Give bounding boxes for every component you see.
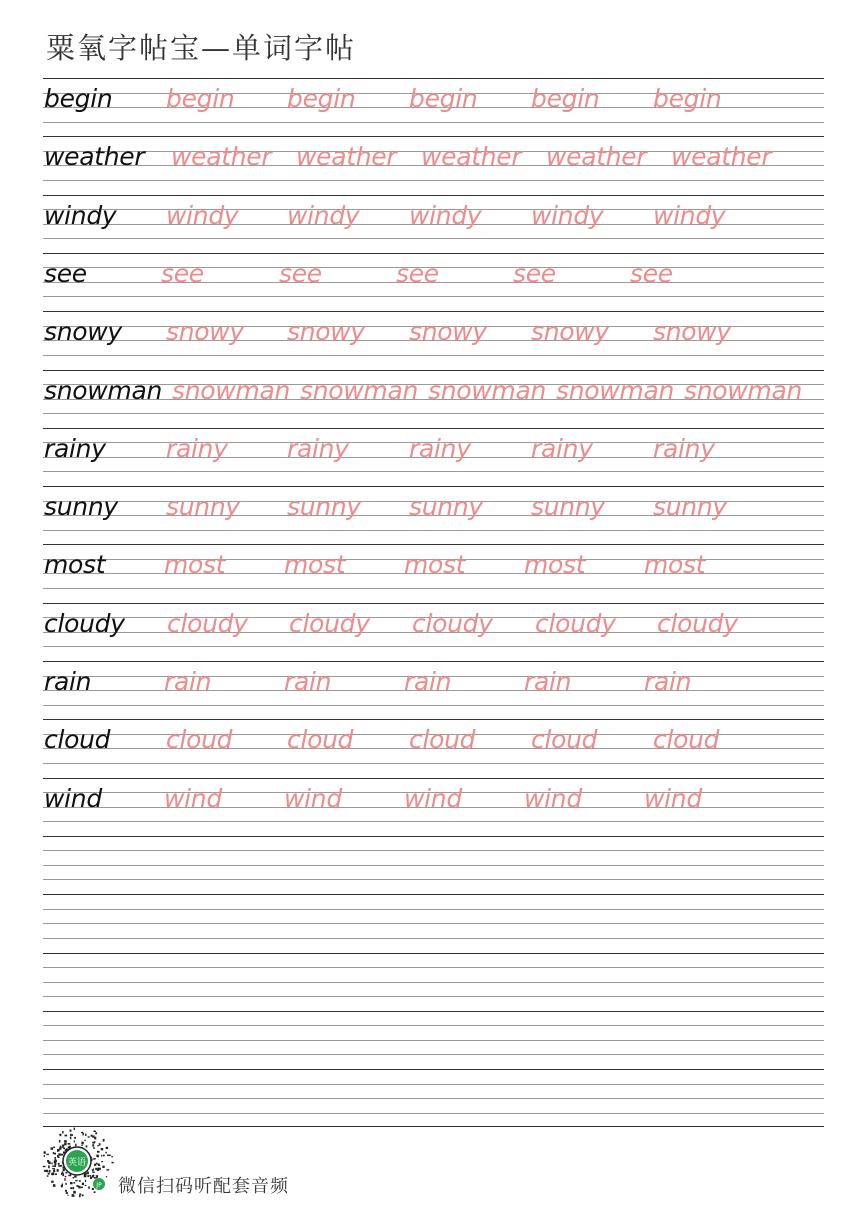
qr-dot [51, 1173, 53, 1174]
trace-word: wind [644, 783, 702, 813]
qr-dot [53, 1147, 55, 1148]
qr-dot [58, 1153, 61, 1155]
qr-dot [54, 1163, 56, 1166]
word-row-cloud [43, 725, 824, 755]
word-row-wind [43, 784, 824, 814]
qr-dot [88, 1186, 90, 1188]
qr-dot [58, 1163, 60, 1165]
qr-dot [74, 1176, 76, 1178]
qr-dot [86, 1146, 88, 1148]
qr-dot [54, 1160, 57, 1162]
qr-dot [66, 1192, 68, 1194]
qr-dot [49, 1170, 51, 1173]
ruling-top-line [43, 603, 824, 604]
trace-word: weather [171, 142, 272, 172]
trace-word: snowy [287, 317, 365, 347]
model-word: wind [44, 783, 102, 813]
trace-word: snowy [531, 317, 609, 347]
qr-dot [106, 1169, 109, 1170]
qr-dot [75, 1144, 76, 1147]
trace-word: rain [644, 667, 692, 696]
ruling-guide-line [43, 865, 824, 866]
qr-dot [70, 1137, 71, 1139]
trace-word: most [284, 550, 346, 580]
qr-dot [61, 1154, 64, 1156]
trace-word: rain [524, 667, 572, 696]
page-title: 粟氧字帖宝—单词字帖 [46, 31, 357, 65]
qr-dot [65, 1176, 67, 1178]
trace-word: rain [284, 667, 332, 696]
qr-dot [43, 1166, 46, 1167]
trace-word: snowman [428, 375, 547, 405]
qr-dot [97, 1168, 99, 1171]
model-word: see [44, 258, 87, 288]
trace-word: windy [409, 200, 482, 230]
qr-dot [53, 1170, 54, 1173]
trace-word: windy [531, 200, 604, 230]
qr-dot [55, 1157, 56, 1160]
word-row-see [43, 259, 824, 289]
trace-word: cloud [531, 725, 598, 755]
word-row-cloudy [43, 609, 824, 639]
ruling-guide-line [43, 355, 824, 356]
trace-word: wind [164, 783, 222, 813]
qr-dot [93, 1169, 94, 1171]
qr-dot [59, 1140, 61, 1143]
footer-caption: 微信扫码听配套音频 [118, 1176, 289, 1197]
ruling-top-line [43, 253, 824, 254]
trace-word: sunny [409, 492, 483, 522]
qr-dot [112, 1162, 114, 1164]
qr-dot [64, 1178, 65, 1181]
qr-dot [74, 1128, 75, 1131]
model-word: rain [44, 667, 92, 696]
trace-word: rainy [166, 433, 228, 463]
qr-dot [81, 1187, 83, 1188]
ruling-guide-line [43, 180, 824, 181]
trace-word: cloudy [412, 608, 493, 638]
ruling-guide-line [43, 967, 824, 968]
qr-dot [73, 1191, 76, 1194]
qr-dot [65, 1183, 66, 1185]
ruling-guide-line [43, 982, 824, 983]
ruling-guide-line [43, 850, 824, 851]
qr-dot [61, 1173, 63, 1174]
ruling-guide-line [43, 1040, 824, 1041]
qr-dot [68, 1143, 71, 1145]
qr-dot [47, 1175, 49, 1177]
word-row-rain [43, 667, 824, 697]
trace-word: rainy [531, 433, 593, 463]
qr-dot [92, 1142, 95, 1144]
ruling-top-line [43, 370, 824, 371]
qr-dot [44, 1155, 45, 1157]
qr-dot [72, 1195, 74, 1197]
model-word: rainy [44, 433, 106, 463]
qr-dot [68, 1147, 70, 1149]
trace-word: cloudy [657, 608, 738, 638]
ruling-guide-line [43, 763, 824, 764]
qr-sub-text: JP [96, 1182, 102, 1189]
trace-word: cloudy [535, 608, 616, 638]
qr-dot [73, 1187, 74, 1189]
trace-word: rainy [287, 433, 349, 463]
word-row-sunny [43, 492, 824, 522]
model-word: cloud [44, 725, 111, 755]
ruling-top-line [43, 836, 824, 837]
ruling-top-line [43, 136, 824, 137]
trace-word: snowy [166, 317, 244, 347]
qr-dot [64, 1140, 67, 1142]
qr-dot [101, 1148, 104, 1150]
ruling-guide-line [43, 705, 824, 706]
trace-word: begin [166, 84, 235, 113]
model-word: most [44, 550, 106, 580]
model-word: snowy [44, 317, 122, 347]
practice-sheet [43, 0, 824, 1227]
qr-dot [63, 1148, 65, 1150]
qr-dot [97, 1145, 98, 1147]
trace-word: windy [166, 200, 239, 230]
word-row-begin [43, 84, 824, 114]
ruling-top-line [43, 719, 824, 720]
trace-word: snowman [300, 375, 419, 405]
word-row-snowman [43, 376, 824, 406]
trace-word: wind [404, 783, 462, 813]
qr-dot [73, 1177, 74, 1179]
qr-dot [62, 1131, 64, 1133]
qr-dot [99, 1143, 101, 1145]
qr-dot [74, 1137, 76, 1139]
trace-word: cloud [409, 725, 476, 755]
trace-word: windy [653, 200, 726, 230]
ruling-guide-line [43, 938, 824, 939]
ruling-top-line [43, 1011, 824, 1012]
qr-dot [94, 1137, 96, 1140]
qr-dot [44, 1170, 47, 1172]
trace-word: weather [296, 142, 397, 172]
trace-word: sunny [531, 492, 605, 522]
qr-dot [92, 1188, 94, 1190]
qr-dot [102, 1166, 104, 1168]
ruling-guide-line [43, 1098, 824, 1099]
ruling-guide-line [43, 821, 824, 822]
qr-dot [103, 1139, 105, 1142]
word-row-rainy [43, 434, 824, 464]
trace-word: windy [287, 200, 360, 230]
qr-dot [85, 1134, 86, 1136]
qr-dot [44, 1151, 46, 1154]
trace-word: rainy [409, 433, 471, 463]
qr-dot [70, 1187, 72, 1189]
qr-code-icon[interactable] [40, 1124, 114, 1198]
qr-dot [62, 1172, 64, 1173]
trace-word: sunny [287, 492, 361, 522]
qr-dot [77, 1185, 78, 1186]
trace-word: begin [531, 84, 600, 113]
trace-word: rainy [653, 433, 715, 463]
qr-dot [92, 1175, 94, 1178]
qr-dot [79, 1180, 81, 1182]
qr-dot [68, 1175, 70, 1177]
qr-dot [70, 1134, 71, 1137]
qr-dot [94, 1191, 96, 1193]
ruling-top-line [43, 195, 824, 196]
qr-dot [62, 1144, 65, 1145]
trace-word: cloud [166, 725, 233, 755]
ruling-guide-line [43, 122, 824, 123]
qr-dot [101, 1155, 102, 1157]
trace-word: begin [409, 84, 478, 113]
trace-word: see [630, 258, 673, 288]
qr-dot [106, 1176, 107, 1177]
ruling-top-line [43, 486, 824, 487]
qr-dot [87, 1172, 89, 1175]
qr-dot [54, 1153, 56, 1155]
qr-dot [60, 1146, 62, 1149]
qr-dot [85, 1180, 86, 1182]
trace-word: snowman [556, 375, 675, 405]
trace-word: most [644, 550, 706, 580]
model-word: windy [44, 200, 117, 230]
ruling-guide-line [43, 238, 824, 239]
qr-dot [81, 1142, 83, 1145]
trace-word: snowy [653, 317, 731, 347]
ruling-top-line [43, 428, 824, 429]
ruling-guide-line [43, 1054, 824, 1055]
qr-dot [105, 1152, 106, 1154]
qr-dot [55, 1173, 57, 1175]
ruling-top-line [43, 661, 824, 662]
ruling-guide-line [43, 1025, 824, 1026]
ruling-guide-line [43, 996, 824, 997]
ruling-guide-line [43, 646, 824, 647]
trace-word: wind [284, 783, 342, 813]
trace-word: most [524, 550, 586, 580]
ruling-guide-line [43, 923, 824, 924]
qr-dot [74, 1141, 75, 1143]
trace-word: begin [653, 84, 722, 113]
trace-word: snowy [409, 317, 487, 347]
qr-dot [101, 1161, 103, 1162]
qr-dot [79, 1195, 81, 1197]
ruling-top-line [43, 78, 824, 79]
qr-dot [93, 1147, 95, 1149]
qr-dot [47, 1160, 49, 1162]
qr-dot [51, 1163, 52, 1165]
qr-dot [82, 1183, 84, 1185]
ruling-guide-line [43, 909, 824, 910]
ruling-guide-line [43, 471, 824, 472]
qr-dot [82, 1133, 84, 1135]
qr-dot [70, 1182, 73, 1184]
qr-dot [85, 1185, 87, 1186]
qr-dot [57, 1169, 59, 1172]
qr-dot [58, 1156, 60, 1158]
ruling-top-line [43, 953, 824, 954]
model-word: snowman [44, 375, 163, 405]
qr-dot [90, 1177, 92, 1179]
trace-word: begin [287, 84, 356, 113]
ruling-top-line [43, 544, 824, 545]
qr-dot [51, 1181, 53, 1183]
qr-dot [81, 1145, 83, 1146]
qr-dot [81, 1132, 83, 1133]
trace-word: see [161, 258, 204, 288]
ruling-top-line [43, 1069, 824, 1070]
trace-word: see [279, 258, 322, 288]
trace-word: rain [164, 667, 212, 696]
trace-word: weather [546, 142, 647, 172]
trace-word: cloudy [289, 608, 370, 638]
qr-dot [74, 1182, 76, 1184]
qr-dot [79, 1194, 81, 1196]
model-word: weather [44, 142, 145, 172]
qr-dot [92, 1144, 94, 1147]
qr-dot [95, 1132, 97, 1134]
qr-dot [46, 1154, 49, 1155]
qr-dot [48, 1165, 50, 1168]
trace-word: weather [421, 142, 522, 172]
qr-dot [82, 1195, 84, 1197]
qr-dot [75, 1180, 77, 1181]
qr-dot [94, 1164, 96, 1166]
model-word: cloudy [44, 608, 125, 638]
qr-dot [109, 1155, 111, 1157]
ruling-guide-line [43, 1084, 824, 1085]
ruling-guide-line [43, 296, 824, 297]
trace-word: cloud [287, 725, 354, 755]
trace-word: rain [404, 667, 452, 696]
qr-dot [89, 1175, 91, 1176]
qr-dot [70, 1130, 72, 1132]
qr-dot [106, 1147, 108, 1149]
qr-dot [53, 1184, 55, 1187]
qr-dot [65, 1190, 67, 1192]
trace-word: sunny [653, 492, 727, 522]
qr-dot [87, 1175, 89, 1177]
qr-dot [84, 1140, 85, 1142]
qr-dot [92, 1172, 95, 1173]
qr-dot [71, 1134, 73, 1136]
qr-dot [46, 1171, 48, 1172]
trace-word: most [404, 550, 466, 580]
qr-dot [95, 1168, 97, 1170]
qr-dot [96, 1175, 98, 1176]
qr-dot [63, 1169, 65, 1171]
footer [40, 1124, 440, 1204]
trace-word: wind [524, 783, 582, 813]
ruling-guide-line [43, 1113, 824, 1114]
qr-dot [79, 1186, 81, 1188]
qr-dot [57, 1149, 58, 1152]
trace-word: see [513, 258, 556, 288]
qr-dot [65, 1135, 68, 1137]
trace-word: sunny [166, 492, 240, 522]
trace-word: cloud [653, 725, 720, 755]
qr-dot [61, 1185, 63, 1188]
qr-dot [97, 1151, 100, 1153]
qr-dot [94, 1131, 96, 1133]
qr-dot [67, 1195, 68, 1196]
word-row-weather [43, 142, 824, 172]
trace-word: most [164, 550, 226, 580]
model-word: begin [44, 84, 113, 113]
qr-dot [96, 1163, 97, 1165]
trace-word: snowman [684, 375, 803, 405]
qr-dot [52, 1168, 55, 1169]
word-row-snowy [43, 317, 824, 347]
ruling-guide-line [43, 879, 824, 880]
trace-word: see [396, 258, 439, 288]
qr-dot [65, 1172, 67, 1174]
word-row-most [43, 550, 824, 580]
qr-dot [88, 1136, 90, 1137]
qr-dot [48, 1173, 50, 1175]
qr-logo-text: 英语 [67, 1158, 87, 1168]
word-row-windy [43, 201, 824, 231]
qr-dot [111, 1156, 113, 1157]
qr-dot [92, 1136, 94, 1138]
trace-word: weather [671, 142, 772, 172]
model-word: sunny [44, 492, 118, 522]
qr-dot [59, 1134, 61, 1135]
ruling-guide-line [43, 530, 824, 531]
qr-dot [98, 1164, 100, 1166]
qr-dot [51, 1147, 54, 1149]
qr-dot [65, 1149, 66, 1151]
ruling-guide-line [43, 413, 824, 414]
qr-dot [95, 1158, 96, 1159]
ruling-top-line [43, 311, 824, 312]
ruling-guide-line [43, 588, 824, 589]
trace-word: cloudy [167, 608, 248, 638]
ruling-top-line [43, 778, 824, 779]
trace-word: snowman [172, 375, 291, 405]
qr-dot [96, 1155, 99, 1157]
qr-dot [52, 1166, 54, 1167]
qr-dot [58, 1165, 61, 1167]
ruling-top-line [43, 894, 824, 895]
qr-dot [103, 1155, 105, 1157]
